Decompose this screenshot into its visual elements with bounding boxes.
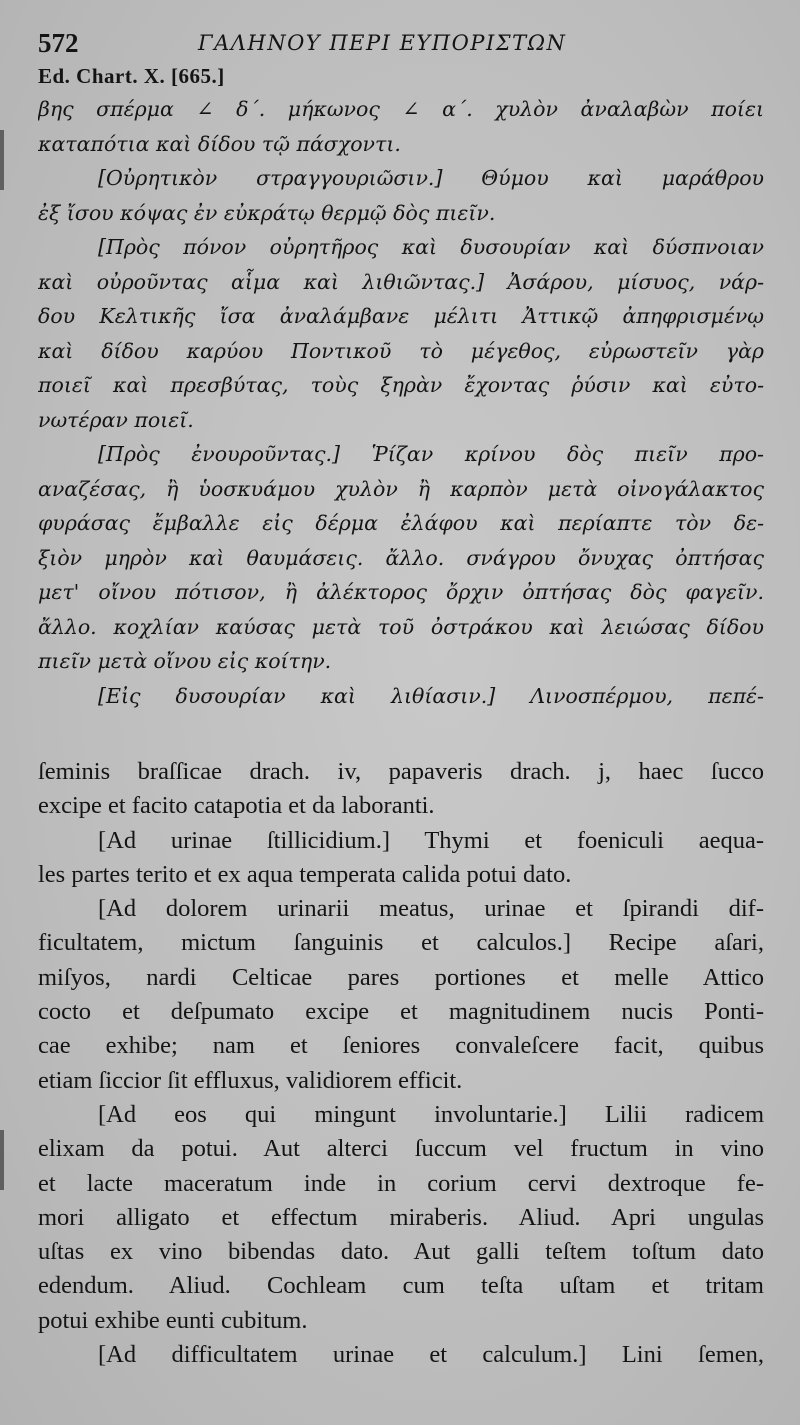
- greek-line: αναζέσας, ἢ ὑοσκυάμου χυλὸν ἢ καρπὸν μετὰ οἰνογάλακτος: [38, 476, 764, 501]
- latin-text-block: [38, 755, 764, 1372]
- page-edge-mark: [0, 130, 4, 190]
- page-header: [38, 28, 766, 62]
- greek-line: νωτέραν ποιεῖ.: [38, 407, 194, 432]
- page-edge-mark: [0, 1130, 4, 1190]
- edition-reference: Ed. Chart. X. [665.]: [38, 64, 225, 88]
- greek-line: [Εἰς δυσουρίαν καὶ λιθίασιν.] Λινοσπέρμου, πεπέ-: [98, 683, 764, 708]
- greek-line: ξιὸν μηρὸν καὶ θαυμάσεις. ἄλλο. σνάγρου ὄνυχας ὀπτήσας: [38, 545, 764, 570]
- latin-line: [Ad difficultatem urinae et calculum.] Lini ſemen,: [98, 1341, 764, 1369]
- page-number: 572: [38, 28, 79, 58]
- column-separator: [38, 722, 764, 723]
- greek-line: ἐξ ἴσου κόψας ἐν εὐκράτῳ θερμῷ δὸς πιεῖν.: [38, 200, 496, 225]
- latin-line: [Ad dolorem urinarii meatus, urinae et ſpirandi dif-: [98, 895, 764, 923]
- latin-line: excipe et facito catapotia et da laboranti.: [38, 792, 435, 820]
- greek-line: δου Κελτικῆς ἴσα ἀναλάμβανε μέλιτι Ἀττικῷ ἀπηφρισμένῳ: [38, 304, 764, 328]
- greek-line: ἄλλο. κοχλίαν καύσας μετὰ τοῦ ὀστράκου καὶ λειώσας δίδου: [38, 614, 764, 639]
- greek-line: μετ' οἴνου πότισον, ἢ ἀλέκτορος ὄρχιν ὀπτήσας δὸς φαγεῖν.: [38, 580, 764, 604]
- latin-line: et lacte maceratum inde in corium cervi dextroque fe-: [38, 1169, 764, 1197]
- greek-line: καὶ οὐροῦντας αἷμα καὶ λιθιῶντας.] Ἀσάρου, μίσυος, νάρ-: [38, 269, 764, 294]
- latin-line: ficultatem, mictum ſanguinis et calculos.] Recipe aſari,: [38, 929, 764, 957]
- greek-line: [Πρὸς ἐνουροῦντας.] Ῥίζαν κρίνου δὸς πιεῖν προ-: [98, 442, 764, 466]
- latin-line: uſtas ex vino bibendas dato. Aut galli teſtem toſtum dato: [38, 1238, 764, 1266]
- greek-text-block: [38, 92, 764, 713]
- latin-line: miſyos, nardi Celticae pares portiones et melle Attico: [38, 963, 764, 991]
- latin-line: [Ad eos qui mingunt involuntarie.] Lilii radicem: [98, 1100, 764, 1128]
- latin-line: les partes terito et ex aqua temperata calida potui dato.: [38, 860, 572, 888]
- greek-line: ποιεῖ καὶ πρεσβύτας, τοὺς ξηρὰν ἔχοντας ῥύσιν καὶ εὐτο-: [38, 373, 764, 397]
- greek-line: πιεῖν μετὰ οἴνου εἰς κοίτην.: [38, 649, 332, 673]
- latin-line: cae exhibe; nam et ſeniores convaleſcere facit, quibus: [38, 1032, 764, 1060]
- greek-line: βης σπέρμα ∠ δ΄. μήκωνος ∠ α΄. χυλὸν ἀναλαβὼν ποίει: [38, 97, 764, 121]
- greek-line: φυράσας ἔμβαλλε εἰς δέρμα ἐλάφου καὶ περίαπτε τὸν δε-: [38, 511, 764, 535]
- latin-line: potui exhibe eunti cubitum.: [38, 1306, 308, 1334]
- latin-line: elixam da potui. Aut alterci ſuccum vel fructum in vino: [38, 1135, 764, 1163]
- greek-line: [Οὐρητικὸν στραγγουριῶσιν.] Θύμου καὶ μαράθρου: [98, 166, 764, 190]
- latin-line: etiam ſiccior ſit effluxus, validiorem efficit.: [38, 1066, 463, 1094]
- latin-line: edendum. Aliud. Cochleam cum teſta uſtam et tritam: [38, 1272, 764, 1300]
- greek-line: καταπότια καὶ δίδου τῷ πάσχοντι.: [38, 131, 401, 156]
- latin-line: ſeminis braſſicae drach. iv, papaveris drach. j, haec ſucco: [38, 758, 764, 785]
- latin-line: mori alligato et effectum miraberis. Aliud. Apri ungulas: [38, 1203, 764, 1231]
- greek-line: καὶ δίδου καρύου Ποντικοῦ τὸ μέγεθος, εὐρωστεῖν γὰρ: [38, 338, 764, 363]
- running-head: ΓΑΛΗΝΟΥ ΠΕΡΙ ΕΥΠΟΡΙΣΤΩΝ: [198, 31, 567, 55]
- latin-line: cocto et deſpumato excipe et magnitudinem nucis Ponti-: [38, 998, 764, 1026]
- latin-line: [Ad urinae ſtillicidium.] Thymi et foeniculi aequa-: [98, 826, 764, 854]
- greek-line: [Πρὸς πόνον οὐρητῆρος καὶ δυσουρίαν καὶ δύσπνοιαν: [98, 235, 764, 259]
